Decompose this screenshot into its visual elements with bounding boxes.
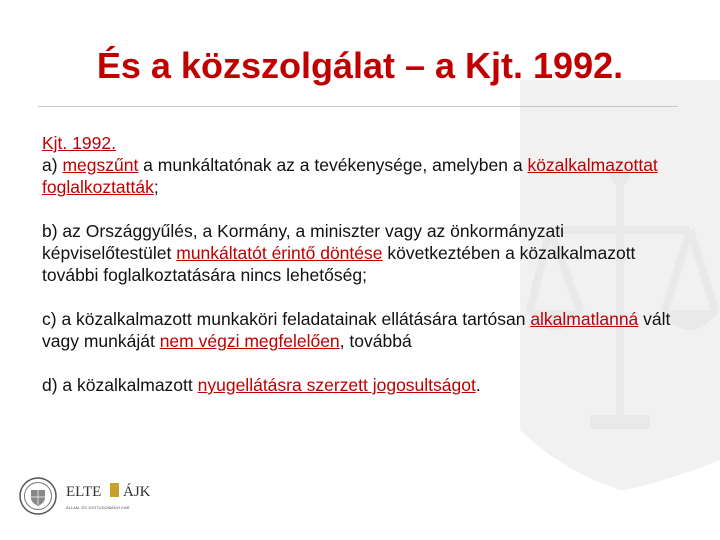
logo-elte-text: ELTE xyxy=(66,484,102,500)
kjt-heading-link[interactable]: Kjt. 1992. xyxy=(42,133,116,153)
elte-ajk-logo xyxy=(66,480,186,516)
item-a-highlight-1: megszűnt xyxy=(62,155,139,175)
item-a-text-1: a munkáltatónak az a tevékenysége, amelyben a xyxy=(138,155,528,175)
item-a-text-2: ; xyxy=(153,177,159,197)
slide-body xyxy=(42,132,692,396)
logo-subtitle-text: ÁLLAM- ÉS JOGTUDOMÁNYI KAR xyxy=(66,505,130,510)
item-c xyxy=(42,308,692,352)
item-a xyxy=(42,154,692,198)
item-d-text-1: d) a közalkalmazott xyxy=(42,375,198,395)
item-c-text-1: c) a közalkalmazott munkaköri feladatainak ellátására tartósan xyxy=(42,309,531,329)
item-c-text-3: , továbbá xyxy=(339,331,412,351)
item-b-highlight-1: munkáltatót érintő döntése xyxy=(176,243,383,263)
title-divider xyxy=(38,106,678,107)
item-d xyxy=(42,374,692,396)
item-c-highlight-1: alkalmatlanná xyxy=(530,309,639,329)
university-seal-icon xyxy=(18,476,58,516)
item-d-highlight-1: nyugellátásra szerzett jogosultságot xyxy=(197,375,476,395)
slide-title: És a közszolgálat – a Kjt. 1992. xyxy=(96,45,624,86)
logo-crest-icon xyxy=(110,483,119,497)
item-b xyxy=(42,220,692,286)
item-c-text-2: vált vagy munkáját xyxy=(42,309,671,351)
item-d-text-2: . xyxy=(475,375,481,395)
item-c-highlight-2: nem végzi megfelelően xyxy=(159,331,340,351)
kjt-heading xyxy=(42,132,692,154)
footer-logos xyxy=(18,476,188,522)
logo-ajk-text: ÁJK xyxy=(123,484,151,500)
item-b-text-1: b) az Országgyűlés, a Kormány, a miniszter vagy az önkormányzati képviselőtestület xyxy=(42,221,564,263)
item-a-highlight-2: közalkalmazottat foglalkoztatták xyxy=(42,155,658,197)
item-a-prefix: a) xyxy=(42,155,63,175)
item-b-text-2: következtében a közalkalmazott további foglalkoztatására nincs lehetőség; xyxy=(42,243,636,285)
